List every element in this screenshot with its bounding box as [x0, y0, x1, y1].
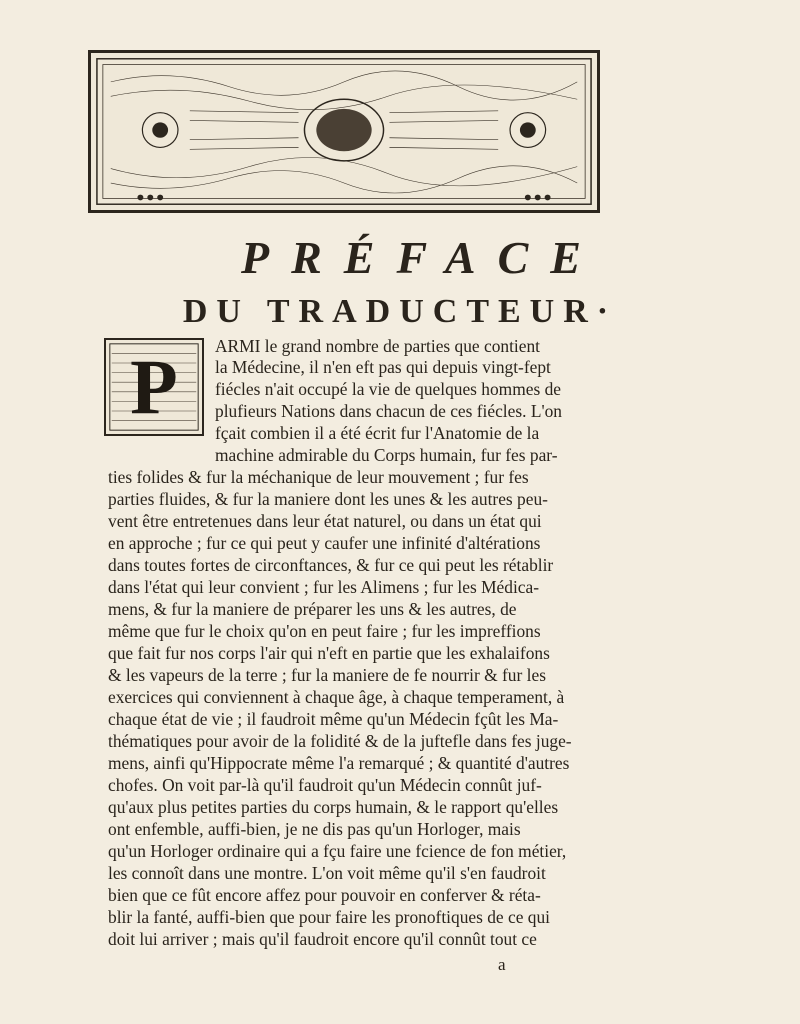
ornament-engraving [91, 53, 597, 210]
text-line: les connoît dans une montre. L'on voit même qu'il s'en faudroit [108, 863, 546, 883]
text-line: que fait fur nos corps l'air qui n'eft en partie que les exhalaifons [108, 643, 550, 663]
text-line: mens, ainfi qu'Hippocrate même l'a remarqué ; & quantité d'autres [108, 753, 570, 773]
text-line: doit lui arriver ; mais qu'il faudroit encore qu'il connût tout ce [108, 929, 537, 949]
preface-title: PRÉFACE [241, 232, 603, 283]
text-line: mens, & fur la maniere de préparer les uns & les autres, de [108, 599, 517, 619]
catchword: a [498, 955, 506, 974]
text-line: vent être entretenues dans leur état naturel, ou dans un état qui [108, 511, 542, 531]
text-line: dans toutes fortes de circonftances, & fur ce qui peut les rétablir [108, 555, 554, 575]
text-line: ARMI le grand nombre de parties que contient [215, 336, 541, 356]
text-line: qu'un Horloger ordinaire qui a fçu faire une fcience de fon métier, [108, 841, 567, 861]
text-line: chaque état de vie ; il faudroit même qu'un Médecin fçût les Ma- [108, 709, 559, 729]
text-line: blir la fanté, auffi-bien que pour faire les pronoftiques de ce qui [108, 907, 551, 927]
text-line: machine admirable du Corps humain, fur fes par- [215, 445, 558, 465]
text-line: la Médecine, il n'en eft pas qui depuis vingt-fept [215, 357, 551, 377]
initial-letter: P [130, 343, 178, 430]
text-line: fiécles n'ait occupé la vie de quelques hommes de [215, 379, 561, 399]
text-line: en approche ; fur ce qui peut y caufer une infinité d'altérations [108, 533, 541, 553]
text-line: bien que ce fût encore affez pour pouvoir en conferver & réta- [108, 885, 541, 905]
text-line: plufieurs Nations dans chacun de ces fiécles. L'on [215, 401, 562, 421]
text-line: fçait combien il a été écrit fur l'Anatomie de la [215, 423, 540, 443]
text-line: ont enfemble, auffi-bien, je ne dis pas qu'un Horloger, mais [108, 819, 521, 839]
text-line: & les vapeurs de la terre ; fur la maniere de fe nourrir & fur les [108, 665, 546, 685]
preface-subtitle: DU TRADUCTEUR· [182, 293, 618, 330]
text-line: thématiques pour avoir de la folidité & de la juftefle dans fes juge- [108, 731, 572, 751]
text-line: chofes. On voit par-là qu'il faudroit qu'un Médecin connût juf- [108, 775, 542, 795]
text-line: parties fluides, & fur la maniere dont les unes & les autres peu- [108, 489, 548, 509]
headpiece-ornament [88, 50, 600, 213]
text-line: qu'aux plus petites parties du corps humain, & le rapport qu'elles [108, 797, 559, 817]
decorated-initial [104, 338, 204, 436]
text-line: dans l'état qui leur convient ; fur les Alimens ; fur les Médica- [108, 577, 540, 597]
text-line: exercices qui conviennent à chaque âge, à chaque temperament, à [108, 687, 565, 707]
text-line: ties folides & fur la méchanique de leur mouvement ; fur fes [108, 467, 529, 487]
text-line: même que fur le choix qu'on en peut faire ; fur les impreffions [108, 621, 541, 641]
